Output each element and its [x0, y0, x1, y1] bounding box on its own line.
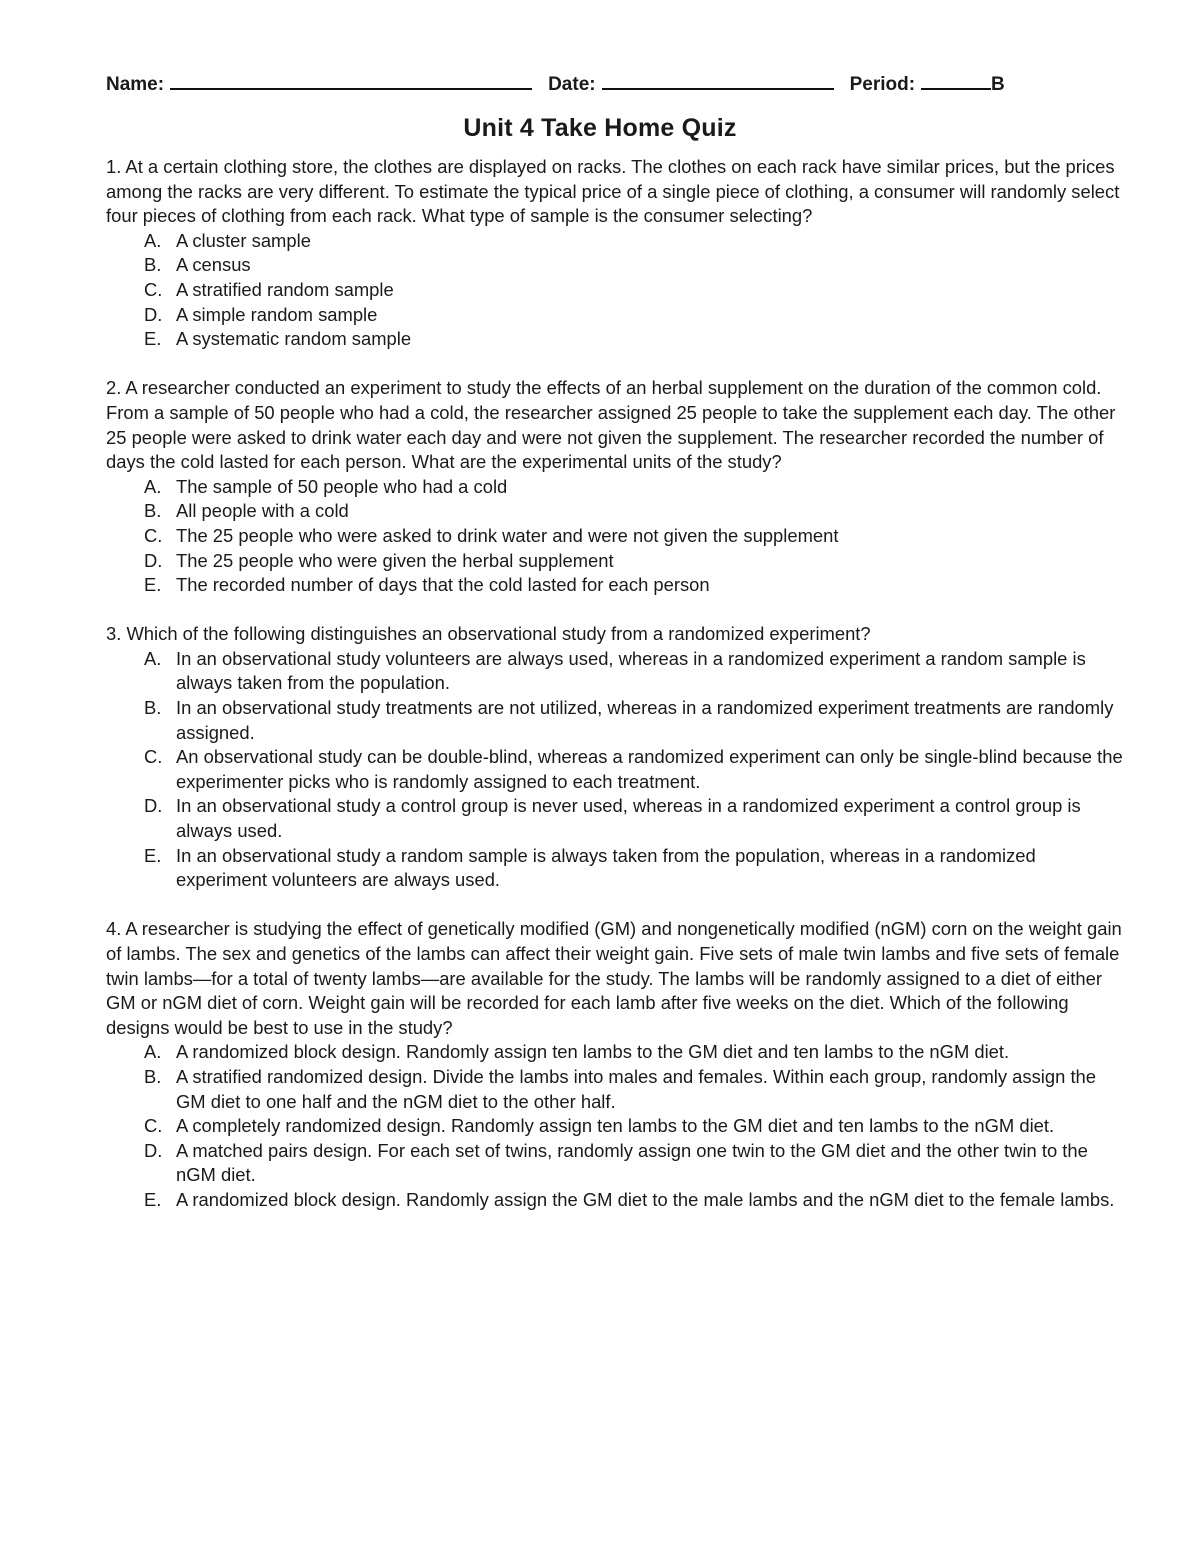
answer-choice-c: [106, 745, 1130, 794]
choice-letter: E.: [144, 844, 162, 866]
answer-choice-c: [106, 1114, 1130, 1139]
answer-choices: [106, 229, 1130, 352]
answer-choices: [106, 475, 1130, 598]
name-blank-line: [170, 72, 532, 90]
question-4: [106, 917, 1130, 1212]
choice-text: In an observational study a control group is never used, whereas in a randomized experiment a control group is always used.: [176, 795, 1081, 842]
answer-choices: [106, 1040, 1130, 1212]
date-label: Date:: [548, 74, 596, 95]
choice-text: A simple random sample: [176, 303, 378, 325]
choice-letter: D.: [144, 303, 163, 325]
choice-letter: E.: [144, 328, 162, 350]
question-spacer: [106, 893, 1130, 918]
question-stem: 4. A researcher is studying the effect of genetically modified (GM) and nongenetically modified (nGM) corn on the weight gain of lambs. The sex and genetics of the lambs can affect their weight gain. Five sets of male twin lambs and five sets of female twin lambs—for a total of twenty lambs—are available for the study. The lambs will be randomly assigned to a diet of either GM or nGM diet of corn. Weight gain will be recorded for each lamb after five weeks on the diet. Which of the following designs would be best to use in the study?: [106, 918, 1122, 1038]
choice-letter: E.: [144, 1188, 162, 1210]
choice-text: A cluster sample: [176, 229, 311, 251]
answer-choice-d: [106, 794, 1130, 843]
choice-text: In an observational study a random sample is always taken from the population, whereas in a randomized experiment volunteers are always used.: [176, 844, 1036, 891]
choice-letter: B.: [144, 254, 162, 276]
question-stem: 3. Which of the following distinguishes an observational study from a randomized experiment?: [106, 623, 871, 645]
choice-text: In an observational study volunteers are always used, whereas in a randomized experiment a random sample is always taken from the population.: [176, 647, 1086, 694]
answer-choice-e: [106, 573, 1130, 598]
choice-letter: D.: [144, 1139, 163, 1161]
choice-text: A randomized block design. Randomly assign the GM diet to the male lambs and the nGM diet to the female lambs.: [176, 1188, 1115, 1210]
choice-letter: A.: [144, 229, 162, 251]
answer-choice-a: [106, 229, 1130, 254]
choice-letter: B.: [144, 500, 162, 522]
answer-choice-e: [106, 1188, 1130, 1213]
choice-letter: E.: [144, 574, 162, 596]
choice-letter: A.: [144, 1041, 162, 1063]
answer-choice-b: [106, 499, 1130, 524]
period-blank-line: [921, 72, 991, 90]
question-1: [106, 155, 1130, 352]
choice-text: A completely randomized design. Randomly assign ten lambs to the GM diet and ten lambs to the nGM diet.: [176, 1115, 1055, 1137]
choice-letter: A.: [144, 647, 162, 669]
answer-choice-e: [106, 327, 1130, 352]
answer-choice-a: [106, 647, 1130, 696]
choice-letter: D.: [144, 549, 163, 571]
answer-choice-d: [106, 1139, 1130, 1188]
choice-text: A matched pairs design. For each set of twins, randomly assign one twin to the GM diet and the other twin to the nGM diet.: [176, 1139, 1088, 1186]
student-info-header: [106, 72, 1130, 100]
choice-letter: D.: [144, 795, 163, 817]
choice-letter: A.: [144, 475, 162, 497]
quiz-title: Unit 4 Take Home Quiz: [463, 114, 737, 142]
answer-choices: [106, 647, 1130, 893]
choice-text: An observational study can be double-blind, whereas a randomized experiment can only be single-blind because the experimenter picks who is randomly assigned to each treatment.: [176, 746, 1123, 792]
choice-text: In an observational study treatments are not utilized, whereas in a randomized experiment treatments are randomly assigned.: [176, 697, 1114, 743]
answer-choice-c: [106, 524, 1130, 549]
question-3: [106, 622, 1130, 893]
choice-text: A stratified random sample: [176, 278, 394, 300]
answer-choice-b: [106, 253, 1130, 278]
period-value: B: [991, 74, 1005, 95]
choice-text: A stratified randomized design. Divide the lambs into males and females. Within each group, randomly assign the GM diet to one half and the nGM diet to the other half.: [176, 1065, 1097, 1112]
answer-choice-d: [106, 549, 1130, 574]
question-spacer: [106, 598, 1130, 623]
date-blank-line: [602, 72, 834, 90]
choice-text: A randomized block design. Randomly assign ten lambs to the GM diet and ten lambs to the nGM diet.: [176, 1041, 1010, 1063]
answer-choice-b: [106, 1065, 1130, 1114]
answer-choice-c: [106, 278, 1130, 303]
choice-letter: C.: [144, 278, 163, 300]
answer-choice-b: [106, 696, 1130, 745]
answer-choice-d: [106, 303, 1130, 328]
choice-letter: C.: [144, 1115, 163, 1137]
choice-text: The 25 people who were given the herbal supplement: [176, 549, 614, 571]
choice-text: All people with a cold: [176, 500, 349, 522]
choice-text: The 25 people who were asked to drink water and were not given the supplement: [176, 524, 839, 546]
choice-text: The recorded number of days that the cold lasted for each person: [176, 574, 710, 596]
choice-letter: C.: [144, 524, 163, 546]
choice-letter: B.: [144, 697, 162, 719]
choice-text: A systematic random sample: [176, 328, 412, 350]
period-label: Period:: [849, 74, 916, 95]
question-stem: 2. A researcher conducted an experiment to study the effects of an herbal supplement on the duration of the common cold. From a sample of 50 people who had a cold, the researcher assigned 25 people to take the supplement each day. The other 25 people were asked to drink water each day and were not given the supplement. The researcher recorded the number of days the cold lasted for each person. What are the experimental units of the study?: [106, 377, 1116, 473]
answer-choice-e: [106, 844, 1130, 893]
answer-choice-a: [106, 1040, 1130, 1065]
name-label: Name:: [106, 74, 165, 95]
choice-text: A census: [176, 254, 251, 276]
question-2: [106, 376, 1130, 597]
question-stem: 1. At a certain clothing store, the clothes are displayed on racks. The clothes on each rack have similar prices, but the prices among the racks are very different. To estimate the typical price of a single piece of clothing, a consumer will randomly select four pieces of clothing from each rack. What type of sample is the consumer selecting?: [106, 156, 1120, 227]
answer-choice-a: [106, 475, 1130, 500]
choice-letter: C.: [144, 746, 163, 768]
question-spacer: [106, 352, 1130, 377]
choice-letter: B.: [144, 1065, 162, 1087]
choice-text: The sample of 50 people who had a cold: [176, 475, 508, 497]
